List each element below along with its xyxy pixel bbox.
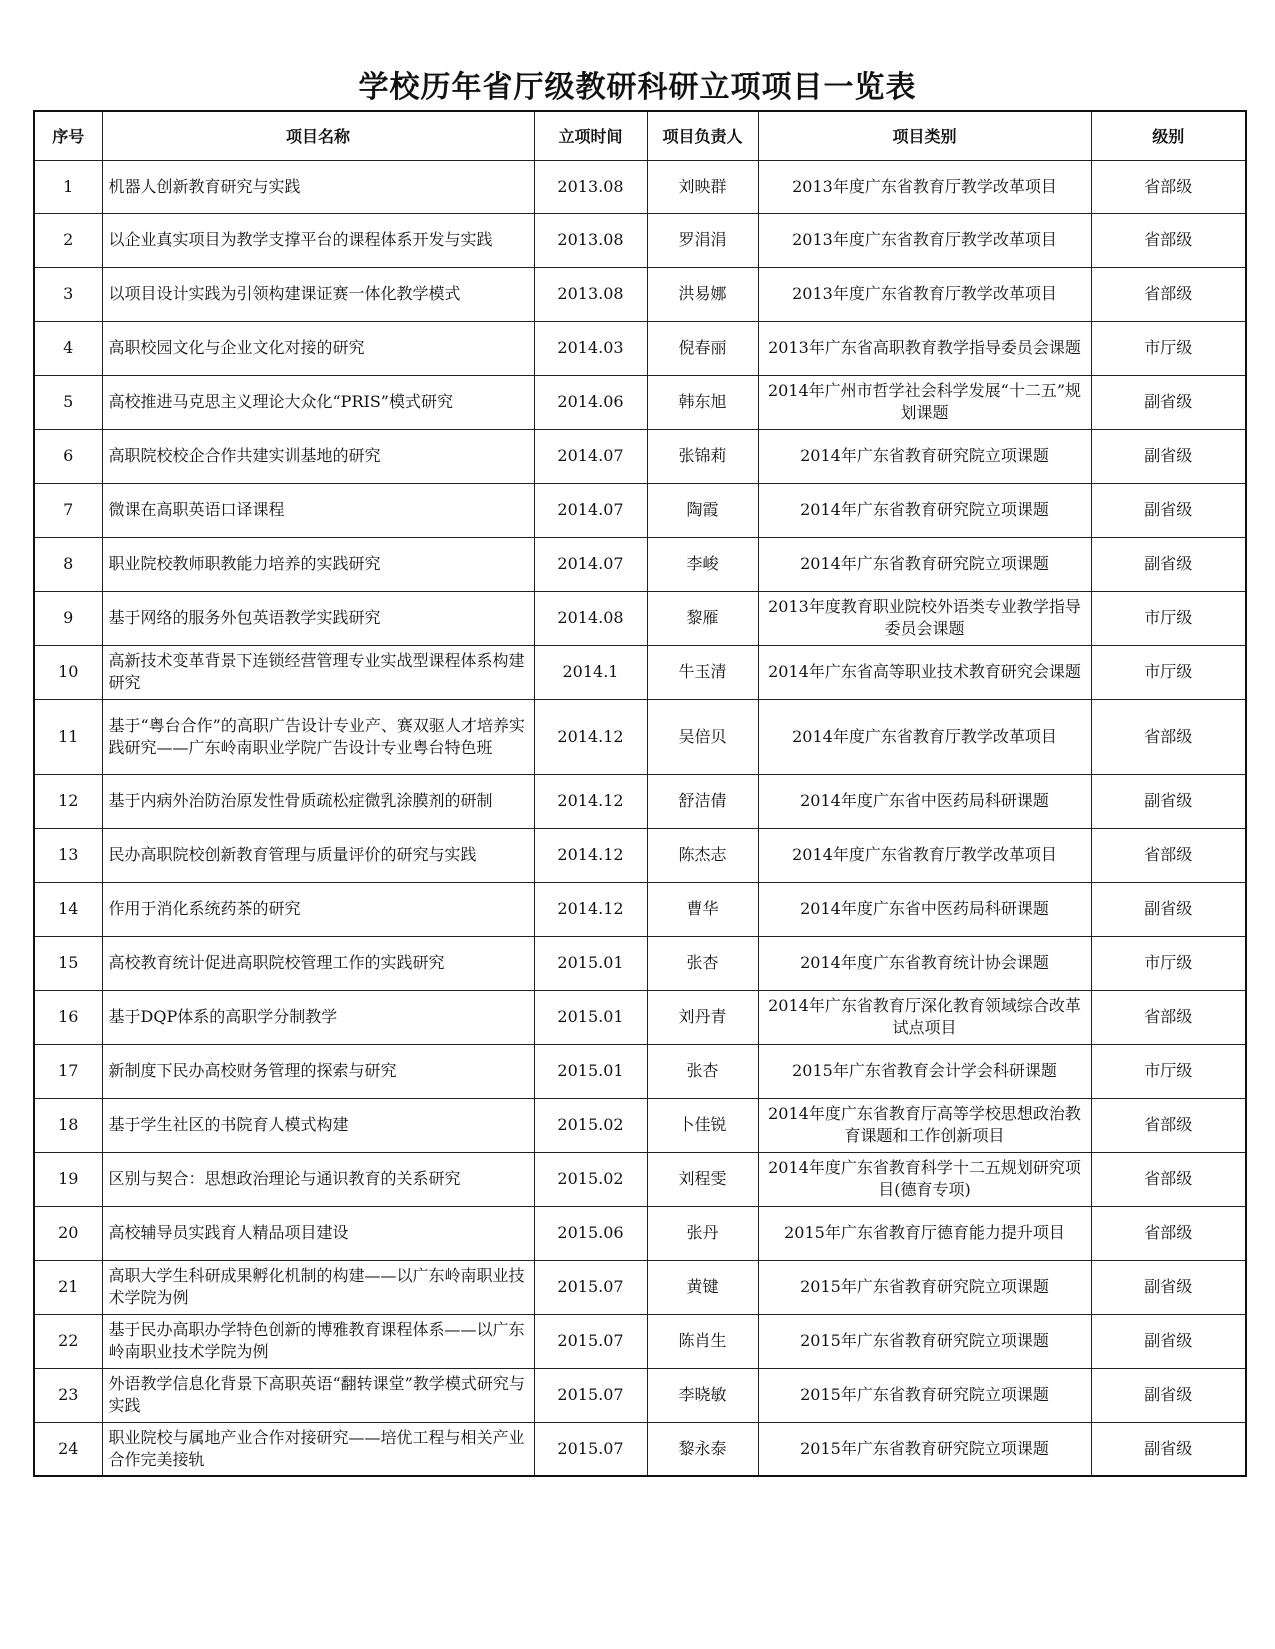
cell-no: 6 [34, 429, 102, 483]
cell-lead: 曹华 [647, 882, 758, 936]
cell-date: 2014.12 [534, 828, 647, 882]
cell-level: 副省级 [1091, 1422, 1246, 1476]
cell-level: 省部级 [1091, 828, 1246, 882]
cell-date: 2015.06 [534, 1206, 647, 1260]
cell-lead: 张杏 [647, 936, 758, 990]
cell-level: 省部级 [1091, 1098, 1246, 1152]
cell-no: 9 [34, 591, 102, 645]
cell-lead: 舒洁倩 [647, 774, 758, 828]
cell-category: 2013年度广东省教育厅教学改革项目 [758, 160, 1091, 213]
cell-project-name: 职业院校与属地产业合作对接研究——培优工程与相关产业合作完美接轨 [102, 1422, 534, 1476]
cell-level: 市厅级 [1091, 936, 1246, 990]
cell-no: 16 [34, 990, 102, 1044]
cell-no: 22 [34, 1314, 102, 1368]
cell-lead: 张丹 [647, 1206, 758, 1260]
cell-date: 2014.06 [534, 375, 647, 429]
cell-project-name: 外语教学信息化背景下高职英语“翻转课堂”教学模式研究与实践 [102, 1368, 534, 1422]
cell-no: 8 [34, 537, 102, 591]
cell-category: 2014年度广东省教育科学十二五规划研究项目(德育专项) [758, 1152, 1091, 1206]
cell-level: 副省级 [1091, 375, 1246, 429]
cell-no: 17 [34, 1044, 102, 1098]
cell-date: 2014.08 [534, 591, 647, 645]
table-row [34, 537, 1246, 591]
table-row [34, 429, 1246, 483]
cell-project-name: 基于民办高职办学特色创新的博雅教育课程体系——以广东岭南职业技术学院为例 [102, 1314, 534, 1368]
cell-date: 2013.08 [534, 213, 647, 267]
cell-date: 2015.07 [534, 1260, 647, 1314]
cell-level: 省部级 [1091, 213, 1246, 267]
cell-category: 2013年度广东省教育厅教学改革项目 [758, 213, 1091, 267]
cell-project-name: 高新技术变革背景下连锁经营管理专业实战型课程体系构建研究 [102, 645, 534, 699]
cell-lead: 陈杰志 [647, 828, 758, 882]
table-row [34, 213, 1246, 267]
cell-category: 2013年度教育职业院校外语类专业教学指导委员会课题 [758, 591, 1091, 645]
cell-lead: 牛玉清 [647, 645, 758, 699]
cell-category: 2015年广东省教育研究院立项课题 [758, 1422, 1091, 1476]
cell-date: 2014.12 [534, 699, 647, 774]
cell-project-name: 机器人创新教育研究与实践 [102, 160, 534, 213]
table-row [34, 483, 1246, 537]
cell-project-name: 高校辅导员实践育人精品项目建设 [102, 1206, 534, 1260]
table-header-row [34, 111, 1246, 160]
cell-project-name: 基于DQP体系的高职学分制教学 [102, 990, 534, 1044]
cell-project-name: 高职校园文化与企业文化对接的研究 [102, 321, 534, 375]
cell-date: 2014.03 [534, 321, 647, 375]
cell-lead: 罗涓涓 [647, 213, 758, 267]
cell-category: 2015年广东省教育研究院立项课题 [758, 1314, 1091, 1368]
table-row [34, 990, 1246, 1044]
cell-date: 2014.1 [534, 645, 647, 699]
cell-category: 2014年度广东省教育厅教学改革项目 [758, 699, 1091, 774]
cell-lead: 张锦莉 [647, 429, 758, 483]
cell-category: 2014年度广东省教育厅高等学校思想政治教育课题和工作创新项目 [758, 1098, 1091, 1152]
table-row [34, 645, 1246, 699]
cell-lead: 倪春丽 [647, 321, 758, 375]
cell-level: 省部级 [1091, 990, 1246, 1044]
cell-level: 市厅级 [1091, 1044, 1246, 1098]
cell-project-name: 基于“粤台合作”的高职广告设计专业产、赛双驱人才培养实践研究——广东岭南职业学院广告设计专业粤台特色班 [102, 699, 534, 774]
cell-date: 2014.07 [534, 483, 647, 537]
cell-category: 2014年度广东省中医药局科研课题 [758, 882, 1091, 936]
cell-level: 市厅级 [1091, 591, 1246, 645]
cell-date: 2013.08 [534, 267, 647, 321]
table-row [34, 1260, 1246, 1314]
cell-project-name: 基于内病外治防治原发性骨质疏松症微乳涂膜剂的研制 [102, 774, 534, 828]
cell-lead: 陈肖生 [647, 1314, 758, 1368]
cell-category: 2014年广东省高等职业技术教育研究会课题 [758, 645, 1091, 699]
cell-level: 市厅级 [1091, 645, 1246, 699]
header-name: 项目名称 [102, 111, 534, 160]
cell-no: 11 [34, 699, 102, 774]
cell-category: 2014年度广东省中医药局科研课题 [758, 774, 1091, 828]
table-row [34, 267, 1246, 321]
table-row [34, 699, 1246, 774]
cell-no: 3 [34, 267, 102, 321]
cell-no: 15 [34, 936, 102, 990]
cell-category: 2014年广东省教育厅深化教育领域综合改革试点项目 [758, 990, 1091, 1044]
cell-no: 4 [34, 321, 102, 375]
cell-no: 24 [34, 1422, 102, 1476]
cell-no: 10 [34, 645, 102, 699]
cell-date: 2015.02 [534, 1152, 647, 1206]
table-row [34, 828, 1246, 882]
table-row [34, 1152, 1246, 1206]
cell-date: 2015.01 [534, 990, 647, 1044]
table-row [34, 882, 1246, 936]
cell-level: 省部级 [1091, 1152, 1246, 1206]
header-no: 序号 [34, 111, 102, 160]
cell-category: 2015年广东省教育会计学会科研课题 [758, 1044, 1091, 1098]
cell-no: 2 [34, 213, 102, 267]
cell-level: 副省级 [1091, 429, 1246, 483]
project-table [33, 110, 1247, 1477]
cell-no: 18 [34, 1098, 102, 1152]
cell-no: 14 [34, 882, 102, 936]
cell-category: 2014年广东省教育研究院立项课题 [758, 537, 1091, 591]
cell-date: 2013.08 [534, 160, 647, 213]
cell-project-name: 区别与契合：思想政治理论与通识教育的关系研究 [102, 1152, 534, 1206]
cell-category: 2014年度广东省教育统计协会课题 [758, 936, 1091, 990]
cell-date: 2015.01 [534, 1044, 647, 1098]
cell-level: 副省级 [1091, 537, 1246, 591]
cell-lead: 卜佳锐 [647, 1098, 758, 1152]
cell-lead: 黄键 [647, 1260, 758, 1314]
cell-category: 2015年广东省教育研究院立项课题 [758, 1368, 1091, 1422]
cell-lead: 黎雁 [647, 591, 758, 645]
cell-category: 2015年广东省教育厅德育能力提升项目 [758, 1206, 1091, 1260]
cell-project-name: 作用于消化系统药茶的研究 [102, 882, 534, 936]
cell-date: 2015.01 [534, 936, 647, 990]
cell-no: 13 [34, 828, 102, 882]
cell-date: 2014.12 [534, 774, 647, 828]
cell-lead: 刘丹青 [647, 990, 758, 1044]
cell-project-name: 高职大学生科研成果孵化机制的构建——以广东岭南职业技术学院为例 [102, 1260, 534, 1314]
cell-project-name: 以项目设计实践为引领构建课证赛一体化教学模式 [102, 267, 534, 321]
cell-date: 2014.07 [534, 537, 647, 591]
table-row [34, 936, 1246, 990]
header-level: 级别 [1091, 111, 1246, 160]
table-row [34, 774, 1246, 828]
cell-level: 省部级 [1091, 267, 1246, 321]
cell-lead: 李晓敏 [647, 1368, 758, 1422]
table-row [34, 1044, 1246, 1098]
cell-level: 副省级 [1091, 882, 1246, 936]
cell-category: 2014年广州市哲学社会科学发展“十二五”规划课题 [758, 375, 1091, 429]
cell-no: 7 [34, 483, 102, 537]
cell-level: 副省级 [1091, 774, 1246, 828]
cell-category: 2014年广东省教育研究院立项课题 [758, 429, 1091, 483]
cell-lead: 张杏 [647, 1044, 758, 1098]
cell-no: 19 [34, 1152, 102, 1206]
cell-level: 副省级 [1091, 1368, 1246, 1422]
cell-project-name: 基于学生社区的书院育人模式构建 [102, 1098, 534, 1152]
cell-date: 2015.07 [534, 1314, 647, 1368]
header-lead: 项目负责人 [647, 111, 758, 160]
cell-project-name: 高职院校校企合作共建实训基地的研究 [102, 429, 534, 483]
table-row [34, 1422, 1246, 1476]
cell-date: 2015.02 [534, 1098, 647, 1152]
cell-lead: 刘映群 [647, 160, 758, 213]
cell-project-name: 职业院校教师职教能力培养的实践研究 [102, 537, 534, 591]
cell-lead: 洪易娜 [647, 267, 758, 321]
cell-no: 20 [34, 1206, 102, 1260]
cell-date: 2015.07 [534, 1422, 647, 1476]
cell-no: 12 [34, 774, 102, 828]
table-row [34, 1314, 1246, 1368]
cell-no: 23 [34, 1368, 102, 1422]
header-category: 项目类别 [758, 111, 1091, 160]
header-date: 立项时间 [534, 111, 647, 160]
cell-level: 副省级 [1091, 1314, 1246, 1368]
cell-lead: 刘程雯 [647, 1152, 758, 1206]
cell-lead: 黎永泰 [647, 1422, 758, 1476]
cell-level: 省部级 [1091, 1206, 1246, 1260]
table-row [34, 1098, 1246, 1152]
cell-project-name: 新制度下民办高校财务管理的探索与研究 [102, 1044, 534, 1098]
cell-category: 2013年度广东省教育厅教学改革项目 [758, 267, 1091, 321]
cell-project-name: 高校推进马克思主义理论大众化“PRIS”模式研究 [102, 375, 534, 429]
table-row [34, 1368, 1246, 1422]
table-row [34, 375, 1246, 429]
page-title: 学校历年省厅级教研科研立项项目一览表 [358, 70, 917, 105]
cell-project-name: 微课在高职英语口译课程 [102, 483, 534, 537]
cell-lead: 陶霞 [647, 483, 758, 537]
table-row [34, 591, 1246, 645]
cell-category: 2013年广东省高职教育教学指导委员会课题 [758, 321, 1091, 375]
cell-level: 副省级 [1091, 483, 1246, 537]
cell-level: 副省级 [1091, 1260, 1246, 1314]
cell-project-name: 民办高职院校创新教育管理与质量评价的研究与实践 [102, 828, 534, 882]
cell-level: 省部级 [1091, 160, 1246, 213]
cell-category: 2014年度广东省教育厅教学改革项目 [758, 828, 1091, 882]
cell-level: 省部级 [1091, 699, 1246, 774]
cell-date: 2014.07 [534, 429, 647, 483]
cell-date: 2014.12 [534, 882, 647, 936]
cell-date: 2015.07 [534, 1368, 647, 1422]
cell-project-name: 以企业真实项目为教学支撑平台的课程体系开发与实践 [102, 213, 534, 267]
cell-category: 2015年广东省教育研究院立项课题 [758, 1260, 1091, 1314]
table-row [34, 1206, 1246, 1260]
cell-project-name: 高校教育统计促进高职院校管理工作的实践研究 [102, 936, 534, 990]
cell-level: 市厅级 [1091, 321, 1246, 375]
cell-no: 21 [34, 1260, 102, 1314]
cell-no: 5 [34, 375, 102, 429]
cell-project-name: 基于网络的服务外包英语教学实践研究 [102, 591, 534, 645]
cell-lead: 李峻 [647, 537, 758, 591]
cell-lead: 吴倍贝 [647, 699, 758, 774]
cell-category: 2014年广东省教育研究院立项课题 [758, 483, 1091, 537]
cell-no: 1 [34, 160, 102, 213]
table-row [34, 160, 1246, 213]
table-row [34, 321, 1246, 375]
cell-lead: 韩东旭 [647, 375, 758, 429]
